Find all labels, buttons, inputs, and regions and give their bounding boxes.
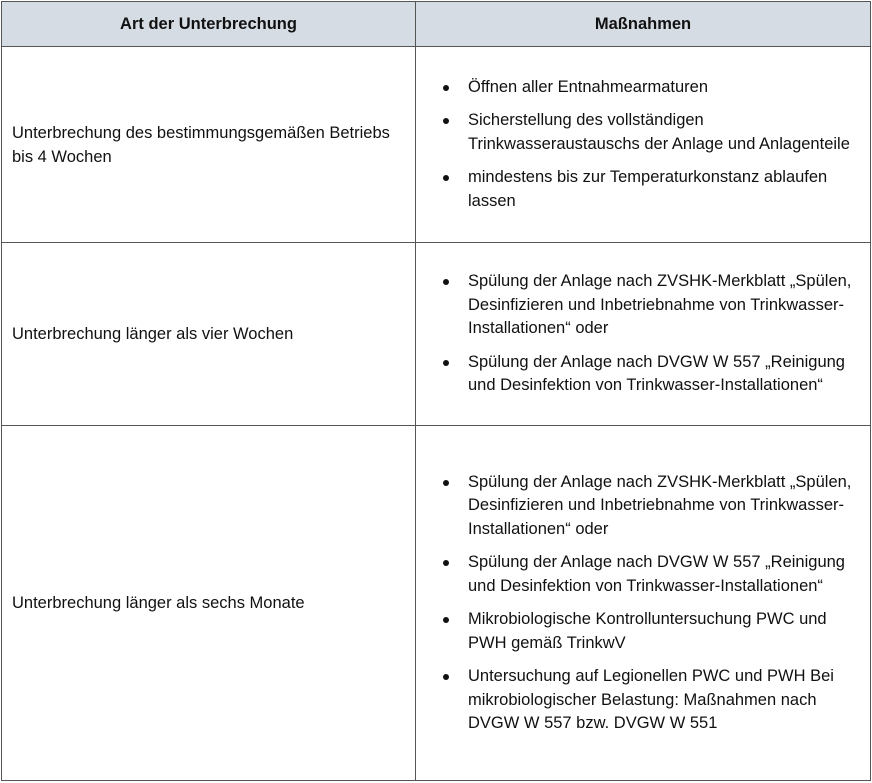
- list-item: Sicherstellung des vollständigen Trinkwasseraustauschs der Anlage und Anlagenteile: [434, 109, 860, 156]
- measures-table: [1, 1, 871, 781]
- header-interruption-type: Art der Unterbrechung: [2, 2, 416, 47]
- measures-cell: [416, 426, 871, 781]
- bullet-icon: [443, 674, 449, 680]
- list-item: Spülung der Anlage nach ZVSHK-Merkblatt „Spülen, Desinfizieren und Inbetriebnahme von Trinkwasser-Installationen“ oder: [434, 471, 860, 542]
- bullet-icon: [443, 85, 449, 91]
- interruption-type-cell: Unterbrechung länger als sechs Monate: [2, 426, 416, 781]
- interruption-type-cell: Unterbrechung länger als vier Wochen: [2, 243, 416, 426]
- bullet-icon: [443, 617, 449, 623]
- bullet-icon: [443, 560, 449, 566]
- list-item: Spülung der Anlage nach DVGW W 557 „Reinigung und Desinfektion von Trinkwasser-Installationen“: [434, 551, 860, 598]
- table-row: [2, 47, 871, 243]
- bullet-icon: [443, 118, 449, 124]
- bullet-icon: [443, 279, 449, 285]
- list-item: Mikrobiologische Kontrolluntersuchung PWC und PWH gemäß TrinkwV: [434, 608, 860, 655]
- measures-list: [434, 270, 860, 398]
- table-row: [2, 243, 871, 426]
- measures-list: [434, 471, 860, 736]
- header-row: [2, 2, 871, 47]
- interruption-type-cell: Unterbrechung des bestimmungsgemäßen Betriebs bis 4 Wochen: [2, 47, 416, 243]
- list-item: Spülung der Anlage nach ZVSHK-Merkblatt „Spülen, Desinfizieren und Inbetriebnahme von Trinkwasser-Installationen“ oder: [434, 270, 860, 341]
- bullet-icon: [443, 360, 449, 366]
- list-item: Spülung der Anlage nach DVGW W 557 „Reinigung und Desinfektion von Trinkwasser-Installationen“: [434, 351, 860, 398]
- list-item: Untersuchung auf Legionellen PWC und PWH Bei mikrobiologischer Belastung: Maßnahmen nach DVGW W 557 bzw. DVGW W 551: [434, 665, 860, 736]
- measures-cell: [416, 47, 871, 243]
- header-measures: Maßnahmen: [416, 2, 871, 47]
- list-item: Öffnen aller Entnahmearmaturen: [434, 76, 860, 100]
- list-item: mindestens bis zur Temperaturkonstanz ablaufen lassen: [434, 166, 860, 213]
- bullet-icon: [443, 480, 449, 486]
- measures-list: [434, 76, 860, 214]
- table-row: [2, 426, 871, 781]
- bullet-icon: [443, 175, 449, 181]
- measures-cell: [416, 243, 871, 426]
